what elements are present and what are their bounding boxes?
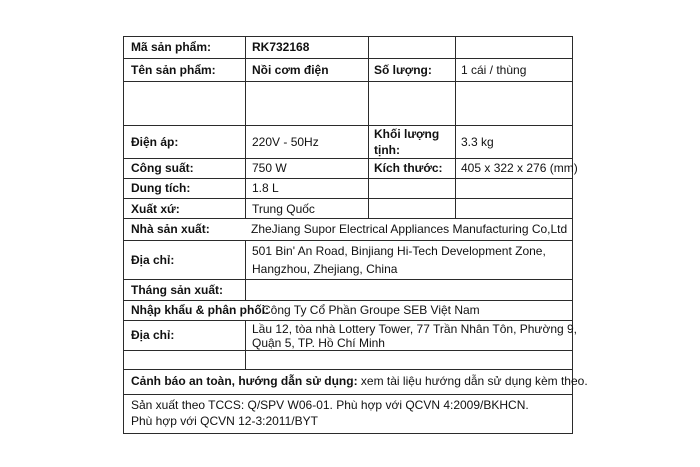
production-month-label: Tháng sản xuất: xyxy=(131,283,224,297)
name-value: Nồi cơm điện xyxy=(252,63,329,77)
power-label: Công suất: xyxy=(131,161,194,175)
capacity-value: 1.8 L xyxy=(252,181,279,195)
voltage-value: 220V - 50Hz xyxy=(252,135,319,149)
manufacturer-address-label: Địa chỉ: xyxy=(131,253,175,267)
origin-value: Trung Quốc xyxy=(252,202,315,216)
product-label-table xyxy=(123,36,588,434)
manufacturer-address-line1: 501 Bin' An Road, Binjiang Hi-Tech Development Zone, xyxy=(252,244,546,258)
weight-label-line2: tịnh: xyxy=(374,143,400,157)
voltage-label: Điện áp: xyxy=(131,135,179,149)
weight-label-line1: Khối lượng xyxy=(374,127,440,141)
manufacturer-value: ZheJiang Supor Electrical Appliances Manufacturing Co,Ltd xyxy=(251,222,568,236)
manufacturer-address-line2: Hangzhou, Zhejiang, China xyxy=(252,262,398,276)
importer-address-line1: Lầu 12, tòa nhà Lottery Tower, 77 Trần Nhân Tôn, Phường 9, xyxy=(252,322,578,336)
power-value: 750 W xyxy=(252,161,287,175)
quantity-label: Số lượng: xyxy=(374,63,432,77)
importer-label: Nhập khẩu & phân phối: xyxy=(131,303,269,317)
manufacturer-label: Nhà sản xuất: xyxy=(131,222,210,236)
safety-warning xyxy=(131,373,588,389)
standards-line1: Sản xuất theo TCCS: Q/SPV W06-01. Phù hợp với QCVN 4:2009/BKHCN. xyxy=(131,398,529,412)
name-label: Tên sản phẩm: xyxy=(131,63,216,77)
model-label: Mã sản phẩm: xyxy=(131,40,212,54)
warning-value: xem tài liệu hướng dẫn sử dụng kèm theo. xyxy=(360,374,588,388)
importer-value: Công Ty Cổ Phần Groupe SEB Việt Nam xyxy=(262,303,480,317)
standards-line2: Phù hợp với QCVN 12-3:2011/BYT xyxy=(131,414,318,428)
dimensions-label: Kích thước: xyxy=(374,161,443,175)
dimensions-value: 405 x 322 x 276 (mm) xyxy=(461,161,578,175)
importer-address-label: Địa chỉ: xyxy=(131,328,175,342)
importer-address-line2: Quận 5, TP. Hồ Chí Minh xyxy=(252,336,385,350)
capacity-label: Dung tích: xyxy=(131,181,191,195)
quantity-value: 1 cái / thùng xyxy=(461,63,527,77)
model-value: RK732168 xyxy=(252,40,310,54)
origin-label: Xuất xứ: xyxy=(131,202,180,216)
weight-value: 3.3 kg xyxy=(461,135,494,149)
warning-label: Cảnh báo an toàn, hướng dẫn sử dụng: xyxy=(131,374,358,388)
